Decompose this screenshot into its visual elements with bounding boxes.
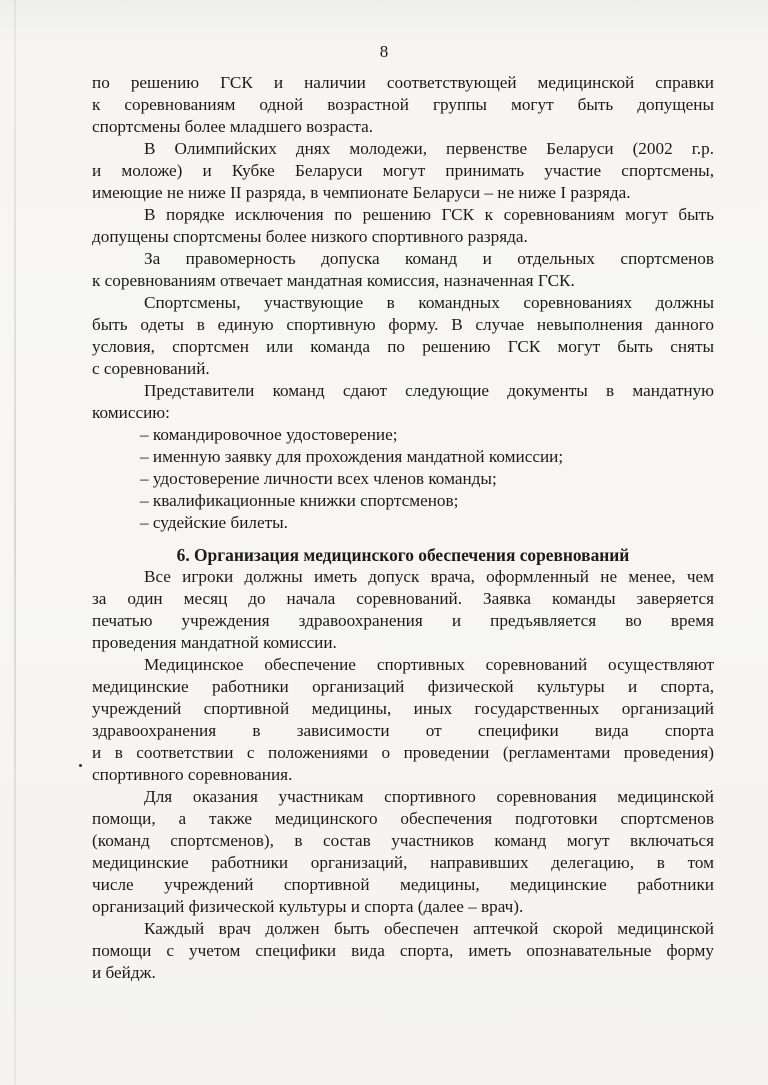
list-item: – судейские билеты. (140, 513, 288, 532)
paragraph-line: медицинские работники организаций физической культуры и спорта, (92, 677, 714, 696)
document-body (92, 72, 714, 984)
paragraph-line: Медицинское обеспечение спортивных соревнований осуществляют (144, 655, 714, 674)
paragraph-line: здравоохранения в зависимости от специфики вида спорта (92, 721, 714, 740)
list-item: – командировочное удостоверение; (140, 425, 398, 444)
paragraph-line: спортивного соревнования. (92, 765, 293, 784)
paragraph-line: и моложе) и Кубке Беларуси могут принимать участие спортсмены, (92, 161, 714, 180)
paragraph-line: комиссию: (92, 403, 170, 422)
paragraph (92, 138, 714, 204)
paragraph-line: и в соответствии с положениями о проведении (регламентами проведения) (92, 743, 714, 762)
paragraph (92, 72, 714, 138)
paragraph-line: и бейдж. (92, 963, 156, 982)
paragraph-line: по решению ГСК и наличии соответствующей медицинской справки (92, 73, 714, 92)
paragraph-line: организаций физической культуры и спорта (далее – врач). (92, 897, 524, 916)
paragraph-line: помощи с учетом специфики вида спорта, иметь опознавательные форму (92, 941, 714, 960)
paragraph (92, 654, 714, 786)
paragraph-line: Для оказания участникам спортивного соревнования медицинской (144, 787, 714, 806)
paragraph (92, 566, 714, 654)
page-number: 8 (379, 42, 389, 61)
paragraphs-top (92, 72, 714, 424)
paragraph-line: спортсмены более младшего возраста. (92, 117, 374, 136)
paragraph (92, 204, 714, 248)
paragraph-line: В Олимпийских днях молодежи, первенстве Беларуси (2002 г.р. (144, 139, 714, 158)
paragraph-line: за один месяц до начала соревнований. Заявка команды заверяется (92, 589, 714, 608)
paragraph-line: к соревнованиям отвечает мандатная комиссия, назначенная ГСК. (92, 271, 575, 290)
paragraph (92, 292, 714, 380)
paragraph (92, 380, 714, 424)
paragraph-line: с соревнований. (92, 359, 210, 378)
paragraph (92, 786, 714, 918)
paragraph (92, 248, 714, 292)
list-item: – именную заявку для прохождения мандатной комиссии; (140, 447, 564, 466)
paragraph-line: Каждый врач должен быть обеспечен аптечкой скорой медицинской (144, 919, 714, 938)
paragraph-line: медицинские работники организаций, направивших делегацию, в том (92, 853, 714, 872)
list-item: – удостоверение личности всех членов команды; (140, 469, 497, 488)
paragraph-line: помощи, а также медицинского обеспечения подготовки спортсменов (92, 809, 714, 828)
paragraph-line: проведения мандатной комиссии. (92, 633, 337, 652)
paragraph-line: условия, спортсмен или команда по решению ГСК могут быть сняты (92, 337, 714, 356)
paragraph-line: имеющие не ниже II разряда, в чемпионате Беларуси – не ниже I разряда. (92, 183, 631, 202)
scan-speck (79, 764, 82, 767)
paragraph-line: За правомерность допуска команд и отдельных спортсменов (144, 249, 714, 268)
paragraph (92, 918, 714, 984)
paragraph-line: (команд спортсменов), в состав участников команд могут включаться (92, 831, 714, 850)
paragraphs-bottom (92, 566, 714, 984)
paragraph-line: допущены спортсмены более низкого спортивного разряда. (92, 227, 528, 246)
paragraph-line: числе учреждений спортивной медицины, медицинские работники (92, 875, 714, 894)
paragraph-line: В порядке исключения по решению ГСК к соревнованиям могут быть (144, 205, 714, 224)
documents-list (92, 424, 714, 534)
paragraph-line: к соревнованиям одной возрастной группы могут быть допущены (92, 95, 714, 114)
paragraph-line: Спортсмены, участвующие в командных соревнованиях должны (144, 293, 714, 312)
paragraph-line: Представители команд сдают следующие документы в мандатную (144, 381, 714, 400)
paragraph-line: учреждений спортивной медицины, иных государственных организаций (92, 699, 714, 718)
scan-edge-shadow (14, 0, 16, 1085)
paragraph-line: печатью учреждения здравоохранения и предъявляется во время (92, 611, 714, 630)
list-item: – квалификационные книжки спортсменов; (140, 491, 459, 510)
section-heading: 6. Организация медицинского обеспечения соревнований (176, 545, 630, 565)
paragraph-line: Все игроки должны иметь допуск врача, оформленный не менее, чем (144, 567, 714, 586)
paragraph-line: быть одеты в единую спортивную форму. В случае невыполнения данного (92, 315, 714, 334)
